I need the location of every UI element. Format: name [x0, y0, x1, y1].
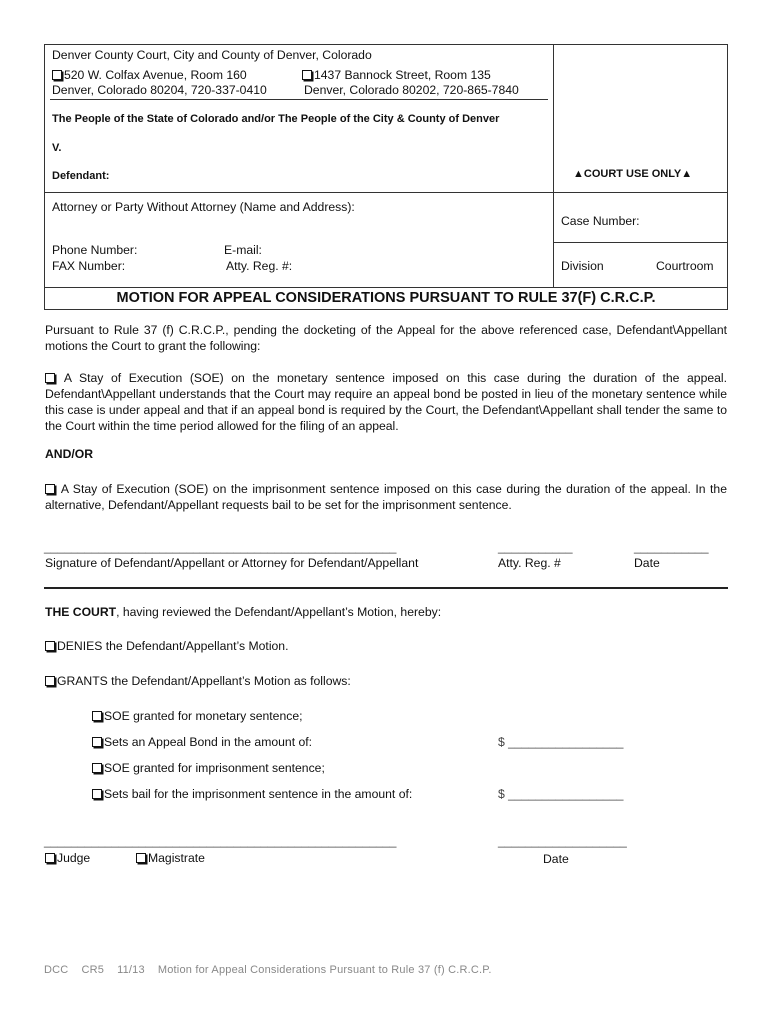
people-caption: The People of the State of Colorado and/or The People of the City & County of Denver — [52, 113, 500, 125]
address1-line2: Denver, Colorado 80204, 720-337-0410 — [52, 83, 267, 97]
footer-form-code: DCC — [44, 964, 69, 976]
denies-option — [45, 639, 288, 653]
division-label: Division — [561, 259, 604, 273]
denies-text: DENIES the Defendant/Appellant’s Motion. — [57, 639, 289, 653]
footer-revision: 11/13 — [117, 964, 145, 976]
atty-reg-line[interactable]: ___________ — [498, 540, 573, 554]
caption-divider — [553, 44, 554, 288]
monetary-soe-checkbox[interactable] — [45, 373, 55, 383]
grant-item-checkbox[interactable] — [92, 711, 102, 721]
signature-line[interactable]: ____________________________________________________ — [44, 540, 397, 554]
atty-reg-label: Atty. Reg. #: — [226, 259, 293, 273]
atty-reg-sig-label: Atty. Reg. # — [498, 556, 561, 570]
magistrate-option — [136, 851, 205, 865]
motion-title: MOTION FOR APPEAL CONSIDERATIONS PURSUANT TO RULE 37(F) C.R.C.P. — [116, 290, 656, 306]
judge-checkbox[interactable] — [45, 853, 55, 863]
magistrate-label: Magistrate — [148, 851, 205, 865]
phone-label: Phone Number: — [52, 243, 138, 257]
grants-checkbox[interactable] — [45, 676, 55, 686]
judge-option — [45, 851, 90, 865]
caption-rule — [44, 192, 728, 193]
address2-line2: Denver, Colorado 80202, 720-865-7840 — [304, 83, 519, 97]
section-divider — [44, 587, 728, 589]
grants-option — [45, 674, 351, 688]
address-option-1 — [52, 68, 247, 82]
grant-item-appeal-bond — [92, 735, 312, 749]
imprisonment-soe-checkbox[interactable] — [45, 484, 55, 494]
intro-paragraph: Pursuant to Rule 37 (f) C.R.C.P., pending the docketing of the Appeal for the above referenced case, Defendant\Appellant motions the Court to grant the following: — [45, 323, 727, 353]
court-order-intro — [45, 605, 441, 619]
option-imprisonment-text: A Stay of Execution (SOE) on the imprisonment sentence imposed on this case during the duration of the appeal. In the alternative, Defendant/Appellant requests bail to be set for the imprisonment sentence. — [45, 482, 727, 512]
footer-form-id: CR5 — [81, 964, 105, 976]
courtroom-label: Courtroom — [656, 259, 714, 273]
the-court-label: THE COURT — [45, 605, 117, 619]
address1-checkbox[interactable] — [52, 70, 62, 80]
defendant-label: Defendant: — [52, 170, 110, 182]
judge-label: Judge — [57, 851, 91, 865]
grant-item-text: SOE granted for imprisonment sentence; — [104, 761, 325, 775]
bond-amount-field[interactable]: $ _________________ — [498, 735, 624, 749]
grant-item-bail — [92, 787, 412, 801]
court-name: Denver County Court, City and County of Denver, Colorado — [52, 48, 372, 62]
grant-item-text: Sets an Appeal Bond in the amount of: — [104, 735, 313, 749]
address1-line1: 520 W. Colfax Avenue, Room 160 — [64, 68, 247, 82]
address2-checkbox[interactable] — [302, 70, 312, 80]
grant-item-checkbox[interactable] — [92, 763, 102, 773]
magistrate-checkbox[interactable] — [136, 853, 146, 863]
judge-signature-line[interactable]: ____________________________________________________ — [44, 834, 397, 848]
grant-item-monetary-soe — [92, 709, 303, 723]
grant-item-imprisonment-soe — [92, 761, 325, 775]
option-monetary-soe — [45, 370, 727, 434]
grant-item-text: Sets bail for the imprisonment sentence in the amount of: — [104, 787, 413, 801]
fax-label: FAX Number: — [52, 259, 126, 273]
date-sig-label: Date — [634, 556, 660, 570]
grant-item-checkbox[interactable] — [92, 789, 102, 799]
bail-amount-field[interactable]: $ _________________ — [498, 787, 624, 801]
court-address-rule — [50, 99, 548, 100]
option-imprisonment-soe — [45, 481, 727, 513]
case-number-rule — [553, 242, 728, 243]
and-or-label: AND/OR — [45, 447, 94, 461]
signature-label: Signature of Defendant/Appellant or Attorney for Defendant/Appellant — [45, 556, 419, 570]
court-order-intro-text: , having reviewed the Defendant/Appellant’s Motion, hereby: — [116, 605, 442, 619]
address-option-2 — [302, 68, 491, 82]
judge-date-label: Date — [543, 852, 569, 866]
judge-date-line[interactable]: ___________________ — [498, 834, 627, 848]
grant-item-text: SOE granted for monetary sentence; — [104, 709, 303, 723]
grant-item-checkbox[interactable] — [92, 737, 102, 747]
date-line[interactable]: ___________ — [634, 540, 709, 554]
denies-checkbox[interactable] — [45, 641, 55, 651]
footer-form-title: Motion for Appeal Considerations Pursuant to Rule 37 (f) C.R.C.P. — [157, 964, 492, 976]
case-number-label: Case Number: — [561, 214, 640, 228]
grants-text: GRANTS the Defendant/Appellant’s Motion as follows: — [57, 674, 351, 688]
attorney-label: Attorney or Party Without Attorney (Name and Address): — [52, 200, 355, 214]
email-label: E-mail: — [224, 243, 262, 257]
court-use-only: ▲COURT USE ONLY▲ — [573, 168, 693, 180]
option-monetary-text: A Stay of Execution (SOE) on the monetary sentence imposed on this case during the duration of the appeal. Defendant\Appellant understands that the Court may require an appeal bond be posted in lieu of the monetary sentence while this case is under appeal and that if an appeal bond is required by the Court, the Defendant\Appellant shall tender the same to the Court within the time period allowed for the filing of an appeal. — [45, 371, 727, 433]
form-footer — [44, 964, 492, 976]
versus-label: V. — [52, 142, 62, 154]
address2-line1: 1437 Bannock Street, Room 135 — [314, 68, 491, 82]
